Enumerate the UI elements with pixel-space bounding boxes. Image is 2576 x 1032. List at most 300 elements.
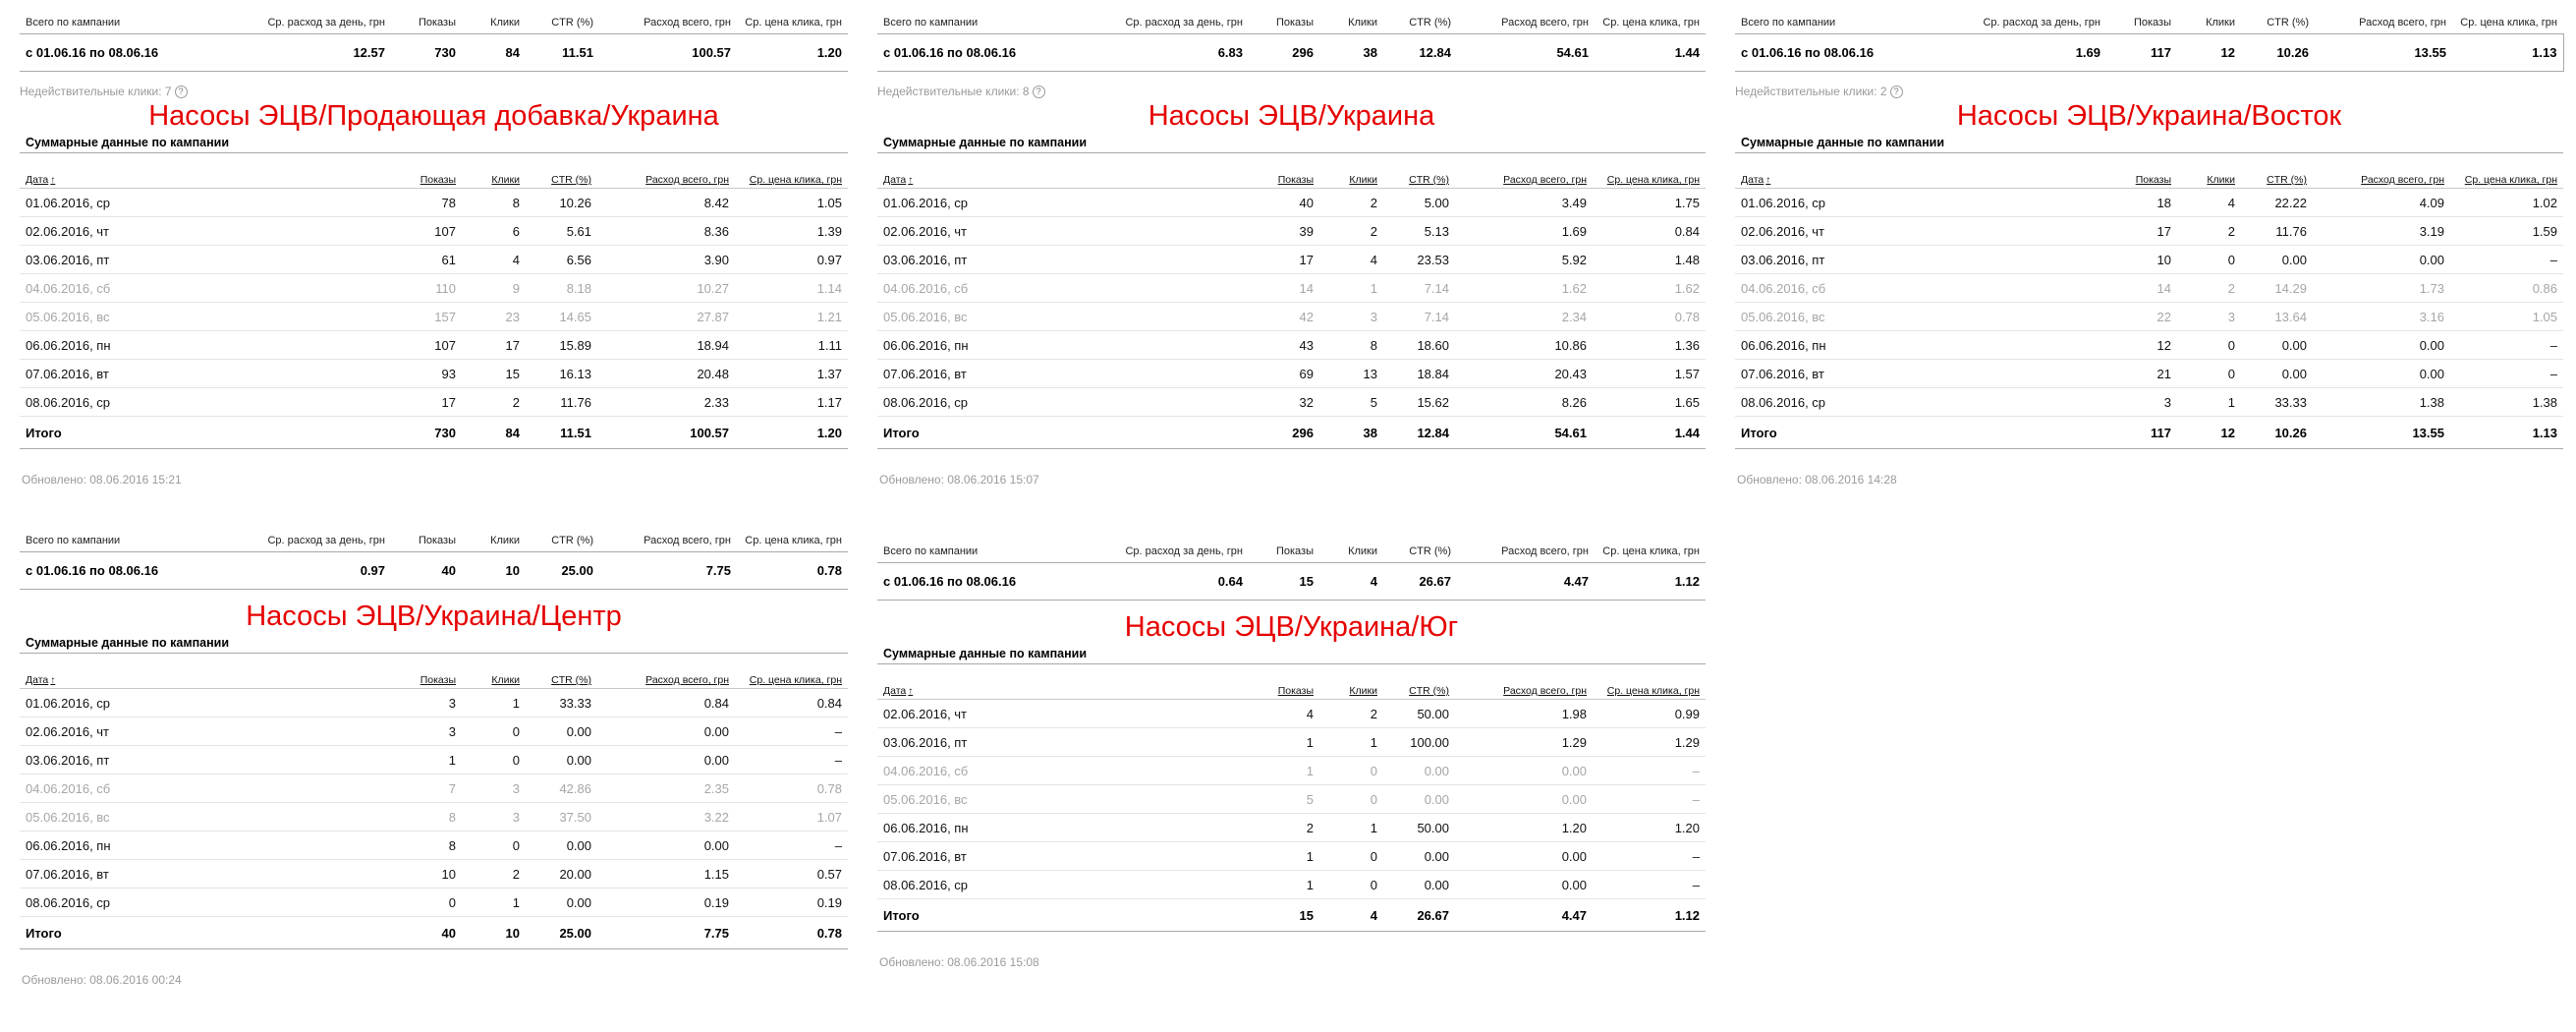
total-avg-cpc: 1.44 (1593, 417, 1706, 449)
cell-date: 03.06.2016, пт (20, 746, 370, 774)
cell-date: 03.06.2016, пт (1735, 246, 2086, 274)
header-avg-daily: Ср. расход за день, грн (1983, 16, 2100, 29)
table-row (20, 217, 848, 246)
cell-date: 06.06.2016, пн (877, 331, 1228, 360)
total-label: Итого (877, 899, 1228, 932)
table-row (20, 860, 848, 889)
total-spend: 13.55 (2313, 417, 2450, 449)
cell-date: 02.06.2016, чт (1735, 217, 2086, 246)
column-header-spend-total[interactable]: Расход всего, грн (1455, 153, 1593, 189)
header-clicks: Клики (1348, 545, 1377, 557)
header-impressions: Показы (2133, 16, 2171, 29)
table-row (877, 728, 1706, 757)
header-ctr: CTR (%) (1409, 545, 1451, 557)
table-row (877, 814, 1706, 842)
cell-ctr: 11.76 (526, 388, 597, 417)
column-header-avg-cpc[interactable]: Ср. цена клика, грн (735, 153, 848, 189)
cell-impressions: 12 (2086, 331, 2177, 360)
cell-spend: 1.20 (1455, 814, 1593, 842)
column-header-ctr[interactable]: CTR (%) (526, 654, 597, 689)
column-header-avg-cpc[interactable]: Ср. цена клика, грн (1593, 664, 1706, 700)
invalid-clicks-text: Недействительные клики: 8 (877, 84, 1030, 98)
cell-ctr: 18.84 (1383, 360, 1455, 388)
table-row (20, 274, 848, 303)
cell-avg-cpc: 0.57 (735, 860, 848, 889)
cell-impressions: 18 (2086, 189, 2177, 217)
summary-period: с 01.06.16 по 08.06.16 (20, 551, 213, 589)
cell-clicks: 0 (1319, 785, 1383, 814)
cell-clicks: 9 (462, 274, 526, 303)
total-ctr: 12.84 (1383, 417, 1455, 449)
cell-impressions: 17 (370, 388, 462, 417)
cell-avg-cpc: 1.59 (2450, 217, 2563, 246)
cell-clicks: 3 (462, 774, 526, 803)
cell-clicks: 2 (1319, 189, 1383, 217)
cell-clicks: 3 (462, 803, 526, 831)
updated-timestamp: Обновлено: 08.06.2016 15:21 (22, 473, 182, 487)
cell-spend: 27.87 (597, 303, 735, 331)
header-spend-total: Расход всего, грн (2359, 16, 2446, 29)
header-clicks: Клики (490, 534, 520, 546)
sort-arrow-icon: ↑ (908, 175, 914, 186)
cell-date: 01.06.2016, ср (20, 189, 370, 217)
table-row (1735, 360, 2563, 388)
cell-ctr: 6.56 (526, 246, 597, 274)
header-avg-cpc: Ср. цена клика, грн (2460, 16, 2557, 29)
summary-avg-cpc: 1.13 (2452, 33, 2563, 71)
column-header-ctr[interactable]: CTR (%) (526, 153, 597, 189)
cell-date: 04.06.2016, сб (877, 274, 1228, 303)
summary-heading: Суммарные данные по кампании (877, 133, 1706, 153)
cell-impressions: 1 (1228, 842, 1319, 871)
table-row (20, 831, 848, 860)
cell-avg-cpc: 1.36 (1593, 331, 1706, 360)
cell-spend: 2.34 (1455, 303, 1593, 331)
column-header-spend-total[interactable]: Расход всего, грн (597, 654, 735, 689)
cell-ctr: 14.65 (526, 303, 597, 331)
total-row (20, 417, 848, 449)
cell-clicks: 23 (462, 303, 526, 331)
invalid-clicks (20, 84, 848, 99)
cell-date: 06.06.2016, пн (20, 831, 370, 860)
summary-avg-cpc: 0.78 (737, 551, 848, 589)
sort-arrow-icon: ↑ (50, 675, 56, 686)
header-spend-total: Расход всего, грн (644, 534, 731, 546)
cell-date: 08.06.2016, ср (20, 388, 370, 417)
cell-date: 03.06.2016, пт (877, 246, 1228, 274)
column-header-spend-total[interactable]: Расход всего, грн (2313, 153, 2450, 189)
help-icon[interactable]: ? (175, 86, 188, 98)
header-avg-cpc: Ср. цена клика, грн (1602, 545, 1700, 557)
cell-spend: 2.33 (597, 388, 735, 417)
cell-avg-cpc: 1.48 (1593, 246, 1706, 274)
column-header-impressions[interactable]: Показы (370, 153, 462, 189)
cell-spend: 0.00 (2313, 360, 2450, 388)
cell-ctr: 0.00 (2241, 246, 2313, 274)
column-header-clicks[interactable]: Клики (1319, 153, 1383, 189)
total-impressions: 117 (2086, 417, 2177, 449)
cell-clicks: 0 (462, 717, 526, 746)
cell-ctr: 15.62 (1383, 388, 1455, 417)
invalid-clicks-text: Недействительные клики: 7 (20, 84, 172, 98)
cell-clicks: 8 (462, 189, 526, 217)
cell-clicks: 3 (1319, 303, 1383, 331)
cell-impressions: 42 (1228, 303, 1319, 331)
cell-spend: 0.19 (597, 889, 735, 917)
table-row (20, 889, 848, 917)
cell-spend: 0.00 (597, 746, 735, 774)
cell-avg-cpc: – (2450, 331, 2563, 360)
total-ctr: 11.51 (526, 417, 597, 449)
summary-ctr: 12.84 (1383, 33, 1457, 71)
table-row (1735, 388, 2563, 417)
cell-ctr: 0.00 (526, 889, 597, 917)
table-row (20, 717, 848, 746)
cell-impressions: 107 (370, 217, 462, 246)
cell-avg-cpc: 0.84 (735, 689, 848, 717)
cell-ctr: 0.00 (2241, 360, 2313, 388)
summary-heading: Суммарные данные по кампании (20, 633, 848, 654)
table-row (20, 746, 848, 774)
header-total-campaign: Всего по кампании (26, 534, 121, 546)
cell-avg-cpc: 1.75 (1593, 189, 1706, 217)
updated-timestamp: Обновлено: 08.06.2016 15:08 (879, 955, 1039, 969)
cell-impressions: 17 (1228, 246, 1319, 274)
summary-impressions: 730 (391, 33, 462, 71)
cell-ctr: 5.00 (1383, 189, 1455, 217)
summary-avg-daily: 0.97 (213, 551, 391, 589)
header-ctr: CTR (%) (2267, 16, 2309, 29)
campaign-total-table (877, 541, 1706, 601)
summary-period: с 01.06.16 по 08.06.16 (20, 33, 213, 71)
total-spend: 54.61 (1455, 417, 1593, 449)
cell-avg-cpc: 1.17 (735, 388, 848, 417)
total-impressions: 40 (370, 917, 462, 949)
cell-spend: 1.98 (1455, 700, 1593, 728)
daily-stats-table (877, 664, 1706, 933)
cell-date: 03.06.2016, пт (20, 246, 370, 274)
cell-date: 06.06.2016, пн (20, 331, 370, 360)
summary-avg-cpc: 1.12 (1595, 562, 1706, 600)
cell-date: 05.06.2016, вс (1735, 303, 2086, 331)
cell-clicks: 17 (462, 331, 526, 360)
sort-arrow-icon: ↑ (1765, 175, 1771, 186)
total-clicks: 84 (462, 417, 526, 449)
cell-impressions: 2 (1228, 814, 1319, 842)
cell-date: 04.06.2016, сб (877, 757, 1228, 785)
cell-avg-cpc: 1.29 (1593, 728, 1706, 757)
cell-avg-cpc: 1.14 (735, 274, 848, 303)
cell-impressions: 0 (370, 889, 462, 917)
cell-date: 04.06.2016, сб (20, 274, 370, 303)
column-header-clicks[interactable]: Клики (462, 654, 526, 689)
campaign-title: Насосы ЭЦВ/Украина/Центр (246, 600, 622, 632)
cell-clicks: 5 (1319, 388, 1383, 417)
column-header-date[interactable] (877, 664, 1228, 700)
campaign-total-table (20, 530, 848, 590)
cell-date: 05.06.2016, вс (877, 303, 1228, 331)
total-spend: 7.75 (597, 917, 735, 949)
total-spend: 100.57 (597, 417, 735, 449)
campaign-total-table (1735, 12, 2564, 72)
cell-spend: 0.84 (597, 689, 735, 717)
column-header-spend-total[interactable]: Расход всего, грн (1455, 664, 1593, 700)
column-header-date[interactable] (20, 153, 370, 189)
cell-impressions: 1 (1228, 871, 1319, 899)
summary-avg-daily: 12.57 (213, 33, 391, 71)
column-header-date[interactable] (20, 654, 370, 689)
cell-clicks: 2 (1319, 700, 1383, 728)
column-header-date-label: Дата (26, 674, 49, 686)
summary-ctr: 26.67 (1383, 562, 1457, 600)
cell-date: 02.06.2016, чт (877, 700, 1228, 728)
campaign-total-table (20, 12, 848, 72)
header-spend-total: Расход всего, грн (1501, 16, 1589, 29)
summary-impressions: 296 (1249, 33, 1319, 71)
cell-clicks: 3 (2177, 303, 2241, 331)
cell-date: 04.06.2016, сб (1735, 274, 2086, 303)
cell-avg-cpc: 1.07 (735, 803, 848, 831)
total-clicks: 10 (462, 917, 526, 949)
cell-clicks: 6 (462, 217, 526, 246)
cell-impressions: 32 (1228, 388, 1319, 417)
cell-impressions: 78 (370, 189, 462, 217)
cell-spend: 3.49 (1455, 189, 1593, 217)
cell-avg-cpc: 1.21 (735, 303, 848, 331)
summary-clicks: 4 (1319, 562, 1383, 600)
summary-impressions: 117 (2106, 33, 2177, 71)
cell-date: 07.06.2016, вт (877, 842, 1228, 871)
summary-row (20, 33, 848, 71)
help-icon[interactable]: ? (1033, 86, 1045, 98)
total-clicks: 4 (1319, 899, 1383, 932)
cell-avg-cpc: 0.78 (1593, 303, 1706, 331)
cell-date: 07.06.2016, вт (1735, 360, 2086, 388)
summary-avg-cpc: 1.44 (1595, 33, 1706, 71)
column-header-avg-cpc[interactable]: Ср. цена клика, грн (2450, 153, 2563, 189)
cell-ctr: 0.00 (1383, 842, 1455, 871)
cell-spend: 5.92 (1455, 246, 1593, 274)
campaign-panel-ukraina (877, 12, 1706, 487)
summary-heading: Суммарные данные по кампании (877, 644, 1706, 664)
cell-spend: 0.00 (1455, 785, 1593, 814)
cell-ctr: 13.64 (2241, 303, 2313, 331)
column-header-avg-cpc[interactable]: Ср. цена клика, грн (735, 654, 848, 689)
summary-row (20, 551, 848, 589)
table-row (1735, 246, 2563, 274)
column-header-clicks[interactable]: Клики (462, 153, 526, 189)
column-header-spend-total[interactable]: Расход всего, грн (597, 153, 735, 189)
table-row (20, 774, 848, 803)
cell-date: 05.06.2016, вс (20, 303, 370, 331)
summary-heading: Суммарные данные по кампании (1735, 133, 2563, 153)
column-header-impressions[interactable]: Показы (2086, 153, 2177, 189)
cell-avg-cpc: – (2450, 246, 2563, 274)
invalid-clicks (1735, 84, 2563, 99)
summary-spend-total: 7.75 (599, 551, 737, 589)
campaign-title: Насосы ЭЦВ/Украина/Восток (1956, 99, 2342, 132)
cell-spend: 0.00 (1455, 871, 1593, 899)
cell-impressions: 157 (370, 303, 462, 331)
table-row (877, 274, 1706, 303)
cell-ctr: 0.00 (526, 746, 597, 774)
column-header-date-label: Дата (26, 174, 49, 186)
cell-impressions: 3 (2086, 388, 2177, 417)
cell-impressions: 10 (2086, 246, 2177, 274)
total-row (877, 417, 1706, 449)
cell-avg-cpc: 1.05 (2450, 303, 2563, 331)
cell-impressions: 93 (370, 360, 462, 388)
cell-avg-cpc: – (1593, 871, 1706, 899)
cell-ctr: 7.14 (1383, 274, 1455, 303)
cell-avg-cpc: 1.05 (735, 189, 848, 217)
cell-date: 08.06.2016, ср (877, 871, 1228, 899)
cell-clicks: 0 (2177, 331, 2241, 360)
cell-spend: 0.00 (2313, 331, 2450, 360)
table-row (20, 689, 848, 717)
column-header-ctr[interactable]: CTR (%) (2241, 153, 2313, 189)
cell-spend: 18.94 (597, 331, 735, 360)
cell-clicks: 1 (1319, 814, 1383, 842)
column-header-date[interactable] (877, 153, 1228, 189)
header-impressions: Показы (1275, 545, 1314, 557)
column-header-clicks[interactable]: Клики (1319, 664, 1383, 700)
summary-period: с 01.06.16 по 08.06.16 (877, 562, 1071, 600)
total-row (877, 899, 1706, 932)
campaign-panel-centr (20, 530, 848, 987)
summary-avg-daily: 0.64 (1071, 562, 1249, 600)
cell-ctr: 0.00 (526, 831, 597, 860)
cell-avg-cpc: 1.57 (1593, 360, 1706, 388)
total-avg-cpc: 0.78 (735, 917, 848, 949)
summary-row (877, 562, 1706, 600)
summary-avg-cpc: 1.20 (737, 33, 848, 71)
cell-avg-cpc: 1.38 (2450, 388, 2563, 417)
cell-spend: 10.27 (597, 274, 735, 303)
cell-impressions: 61 (370, 246, 462, 274)
cell-impressions: 1 (370, 746, 462, 774)
cell-impressions: 40 (1228, 189, 1319, 217)
cell-clicks: 15 (462, 360, 526, 388)
cell-spend: 3.90 (597, 246, 735, 274)
cell-avg-cpc: – (735, 717, 848, 746)
total-clicks: 38 (1319, 417, 1383, 449)
summary-spend-total: 4.47 (1457, 562, 1595, 600)
cell-ctr: 0.00 (1383, 871, 1455, 899)
cell-impressions: 3 (370, 717, 462, 746)
column-header-avg-cpc[interactable]: Ср. цена клика, грн (1593, 153, 1706, 189)
table-row (877, 360, 1706, 388)
cell-spend: 1.29 (1455, 728, 1593, 757)
total-row (20, 917, 848, 949)
table-row (20, 803, 848, 831)
header-avg-daily: Ср. расход за день, грн (1125, 545, 1243, 557)
cell-date: 02.06.2016, чт (877, 217, 1228, 246)
total-label: Итого (877, 417, 1228, 449)
cell-spend: 0.00 (597, 831, 735, 860)
cell-avg-cpc: 0.78 (735, 774, 848, 803)
summary-impressions: 40 (391, 551, 462, 589)
cell-clicks: 0 (2177, 360, 2241, 388)
column-header-impressions[interactable]: Показы (370, 654, 462, 689)
summary-clicks: 10 (462, 551, 526, 589)
cell-clicks: 0 (462, 746, 526, 774)
cell-avg-cpc: 0.86 (2450, 274, 2563, 303)
summary-row (1735, 33, 2563, 71)
total-ctr: 26.67 (1383, 899, 1455, 932)
column-header-clicks[interactable]: Клики (2177, 153, 2241, 189)
cell-ctr: 22.22 (2241, 189, 2313, 217)
cell-ctr: 11.76 (2241, 217, 2313, 246)
cell-date: 06.06.2016, пн (877, 814, 1228, 842)
cell-spend: 1.15 (597, 860, 735, 889)
cell-clicks: 4 (2177, 189, 2241, 217)
cell-clicks: 4 (1319, 246, 1383, 274)
header-impressions: Показы (418, 534, 456, 546)
cell-avg-cpc: 0.99 (1593, 700, 1706, 728)
cell-spend: 1.62 (1455, 274, 1593, 303)
column-header-impressions[interactable]: Показы (1228, 153, 1319, 189)
header-ctr: CTR (%) (1409, 16, 1451, 29)
cell-date: 05.06.2016, вс (20, 803, 370, 831)
column-header-ctr[interactable]: CTR (%) (1383, 153, 1455, 189)
cell-ctr: 7.14 (1383, 303, 1455, 331)
cell-clicks: 2 (462, 388, 526, 417)
column-header-impressions[interactable]: Показы (1228, 664, 1319, 700)
column-header-ctr[interactable]: CTR (%) (1383, 664, 1455, 700)
cell-impressions: 7 (370, 774, 462, 803)
summary-spend-total: 13.55 (2315, 33, 2452, 71)
table-row (1735, 189, 2563, 217)
cell-date: 01.06.2016, ср (1735, 189, 2086, 217)
campaign-title: Насосы ЭЦВ/Украина/Юг (1124, 610, 1459, 643)
table-row (20, 331, 848, 360)
cell-impressions: 43 (1228, 331, 1319, 360)
table-row (877, 189, 1706, 217)
total-avg-cpc: 1.13 (2450, 417, 2563, 449)
cell-ctr: 15.89 (526, 331, 597, 360)
cell-avg-cpc: 1.37 (735, 360, 848, 388)
cell-clicks: 0 (1319, 842, 1383, 871)
cell-spend: 2.35 (597, 774, 735, 803)
cell-avg-cpc: 1.39 (735, 217, 848, 246)
help-icon[interactable]: ? (1890, 86, 1903, 98)
cell-date: 02.06.2016, чт (20, 717, 370, 746)
table-row (877, 303, 1706, 331)
cell-ctr: 50.00 (1383, 700, 1455, 728)
summary-avg-daily: 6.83 (1071, 33, 1249, 71)
header-avg-daily: Ср. расход за день, грн (267, 534, 385, 546)
cell-spend: 20.48 (597, 360, 735, 388)
cell-clicks: 0 (1319, 757, 1383, 785)
header-impressions: Показы (1275, 16, 1314, 29)
total-spend: 4.47 (1455, 899, 1593, 932)
cell-impressions: 22 (2086, 303, 2177, 331)
updated-timestamp: Обновлено: 08.06.2016 00:24 (22, 973, 182, 987)
table-row (1735, 217, 2563, 246)
column-header-date[interactable] (1735, 153, 2086, 189)
cell-ctr: 33.33 (2241, 388, 2313, 417)
table-row (877, 871, 1706, 899)
cell-clicks: 1 (462, 889, 526, 917)
cell-date: 01.06.2016, ср (20, 689, 370, 717)
cell-spend: 0.00 (1455, 757, 1593, 785)
cell-impressions: 8 (370, 803, 462, 831)
cell-clicks: 2 (2177, 274, 2241, 303)
cell-date: 02.06.2016, чт (20, 217, 370, 246)
campaign-total-table (877, 12, 1706, 72)
table-row (877, 388, 1706, 417)
